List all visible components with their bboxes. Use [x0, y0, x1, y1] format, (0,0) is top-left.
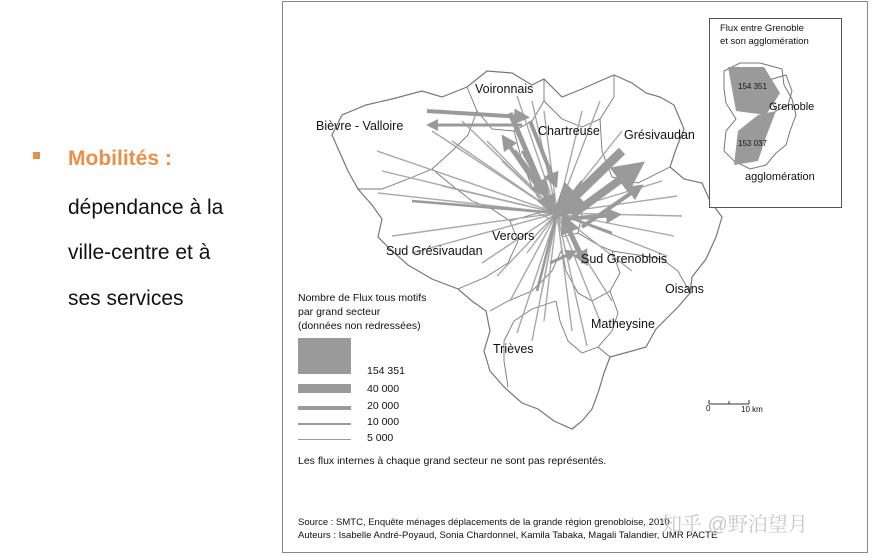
inset-title-2: et son agglomération	[720, 36, 809, 47]
inset-value-top: 154 351	[738, 82, 767, 91]
label-bievre-valloire: Bièvre - Valloire	[316, 119, 404, 133]
legend-note: Les flux internes à chaque grand secteur ne sont pas représentés.	[298, 455, 607, 467]
scale-zero: 0	[706, 404, 711, 413]
watermark: 知乎 @野泊望月	[662, 514, 808, 536]
label-matheysine: Matheysine	[591, 317, 655, 331]
source-text: Source : SMTC, Enquête ménages déplacements de la grande région grenobloise, 2010	[298, 517, 670, 528]
inset-label-grenoble: Grenoble	[769, 101, 815, 113]
legend-title-1: Nombre de Flux tous motifs	[298, 292, 427, 304]
legend-bar-10000	[298, 423, 351, 425]
label-sud-grenoblois: Sud Grenoblois	[581, 252, 668, 266]
inset-title-1: Flux entre Grenoble	[720, 23, 804, 34]
inset-label-agglomeration: agglomération	[745, 171, 815, 183]
label-voironnais: Voironnais	[475, 82, 534, 96]
legend-box-154351	[298, 338, 351, 374]
legend-value-20000: 20 000	[367, 400, 400, 412]
legend-bar-20000	[298, 406, 351, 410]
scale-ten: 10 km	[741, 405, 763, 414]
inset-arrow-bottom	[734, 111, 776, 165]
label-gresivaudan: Grésivaudan	[624, 128, 695, 142]
legend-bar-5000	[298, 439, 351, 440]
legend-value-40000: 40 000	[367, 383, 400, 395]
label-trieves: Trièves	[493, 342, 534, 356]
inset-box	[709, 18, 842, 208]
bullet-line-2: ville-centre et à	[68, 241, 211, 264]
legend-bar-40000	[298, 384, 351, 393]
label-vercors: Vercors	[492, 229, 535, 243]
authors-text: Auteurs : Isabelle André-Poyaud, Sonia Chardonnel, Kamila Tabaka, Magali Talandier, UMR PACTE	[298, 530, 718, 541]
label-sud-gresivaudan: Sud Grésivaudan	[386, 244, 483, 258]
bullet-line-3: ses services	[68, 287, 184, 310]
legend-value-154351: 154 351	[367, 365, 405, 377]
legend-title-2: par grand secteur	[298, 306, 381, 318]
label-oisans: Oisans	[665, 282, 704, 296]
bullet-line-1: dépendance à la	[68, 196, 224, 219]
bullet-square-icon	[33, 152, 40, 159]
bullet-title: Mobilités :	[68, 147, 172, 170]
label-chartreuse: Chartreuse	[538, 124, 600, 138]
legend-title-3: (données non redressées)	[298, 320, 421, 332]
inset-value-bottom: 153 037	[738, 139, 767, 148]
legend-value-10000: 10 000	[367, 416, 400, 428]
legend-value-5000: 5 000	[367, 432, 394, 444]
